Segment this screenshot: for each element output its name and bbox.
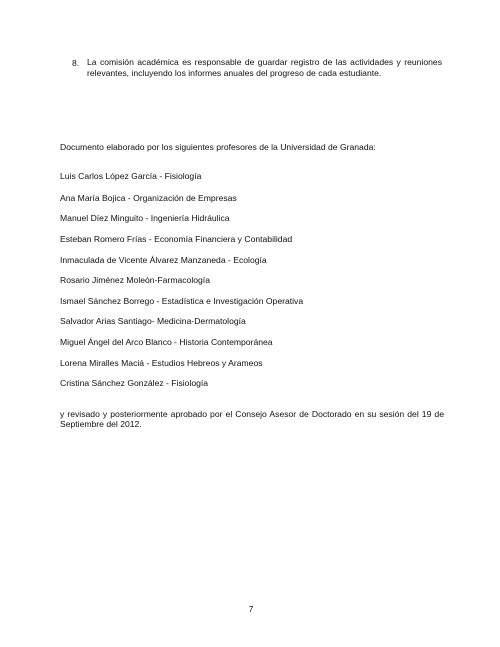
- professor-entry: Rosario Jiménez Moleón-Farmacología: [60, 275, 210, 285]
- professor-entry: Inmaculada de Vicente Álvarez Manzaneda - Ecología: [60, 255, 267, 265]
- professor-entry: Salvador Arias Santiago- Medicina-Dermatología: [60, 316, 246, 326]
- authors-intro: Documento elaborado por los siguientes profesores de la Universidad de Granada:: [60, 142, 376, 152]
- list-item-8: [72, 57, 442, 79]
- professor-entry: Lorena Miralles Maciá - Estudios Hebreos y Arameos: [60, 358, 263, 368]
- professor-entry: Ana María Bojica - Organización de Empresas: [60, 193, 237, 203]
- professor-entry: Esteban Romero Frías - Economía Financiera y Contabilidad: [60, 234, 293, 244]
- professor-entry: Manuel Díez Minguito - Ingeniería Hidráulica: [60, 213, 230, 223]
- closing-paragraph: y revisado y posteriormente aprobado por el Consejo Asesor de Doctorado en su sesión del 19 de Septiembre del 2012.: [60, 409, 444, 429]
- list-item-text: La comisión académica es responsable de guardar registro de las actividades y reuniones relevantes, incluyendo los informes anuales del progreso de cada estudiante.: [87, 57, 442, 78]
- page-number: 7: [248, 604, 254, 614]
- professor-entry: Luis Carlos López García - Fisiología: [60, 171, 202, 181]
- list-number: 8.: [72, 58, 80, 68]
- professor-entry: Cristina Sánchez González - Fisiología: [60, 378, 209, 388]
- professor-entry: Ismael Sánchez Borrego - Estadística e Investigación Operativa: [60, 296, 304, 306]
- professor-entry: Miguel Ángel del Arco Blanco - Historia Contemporánea: [60, 337, 273, 347]
